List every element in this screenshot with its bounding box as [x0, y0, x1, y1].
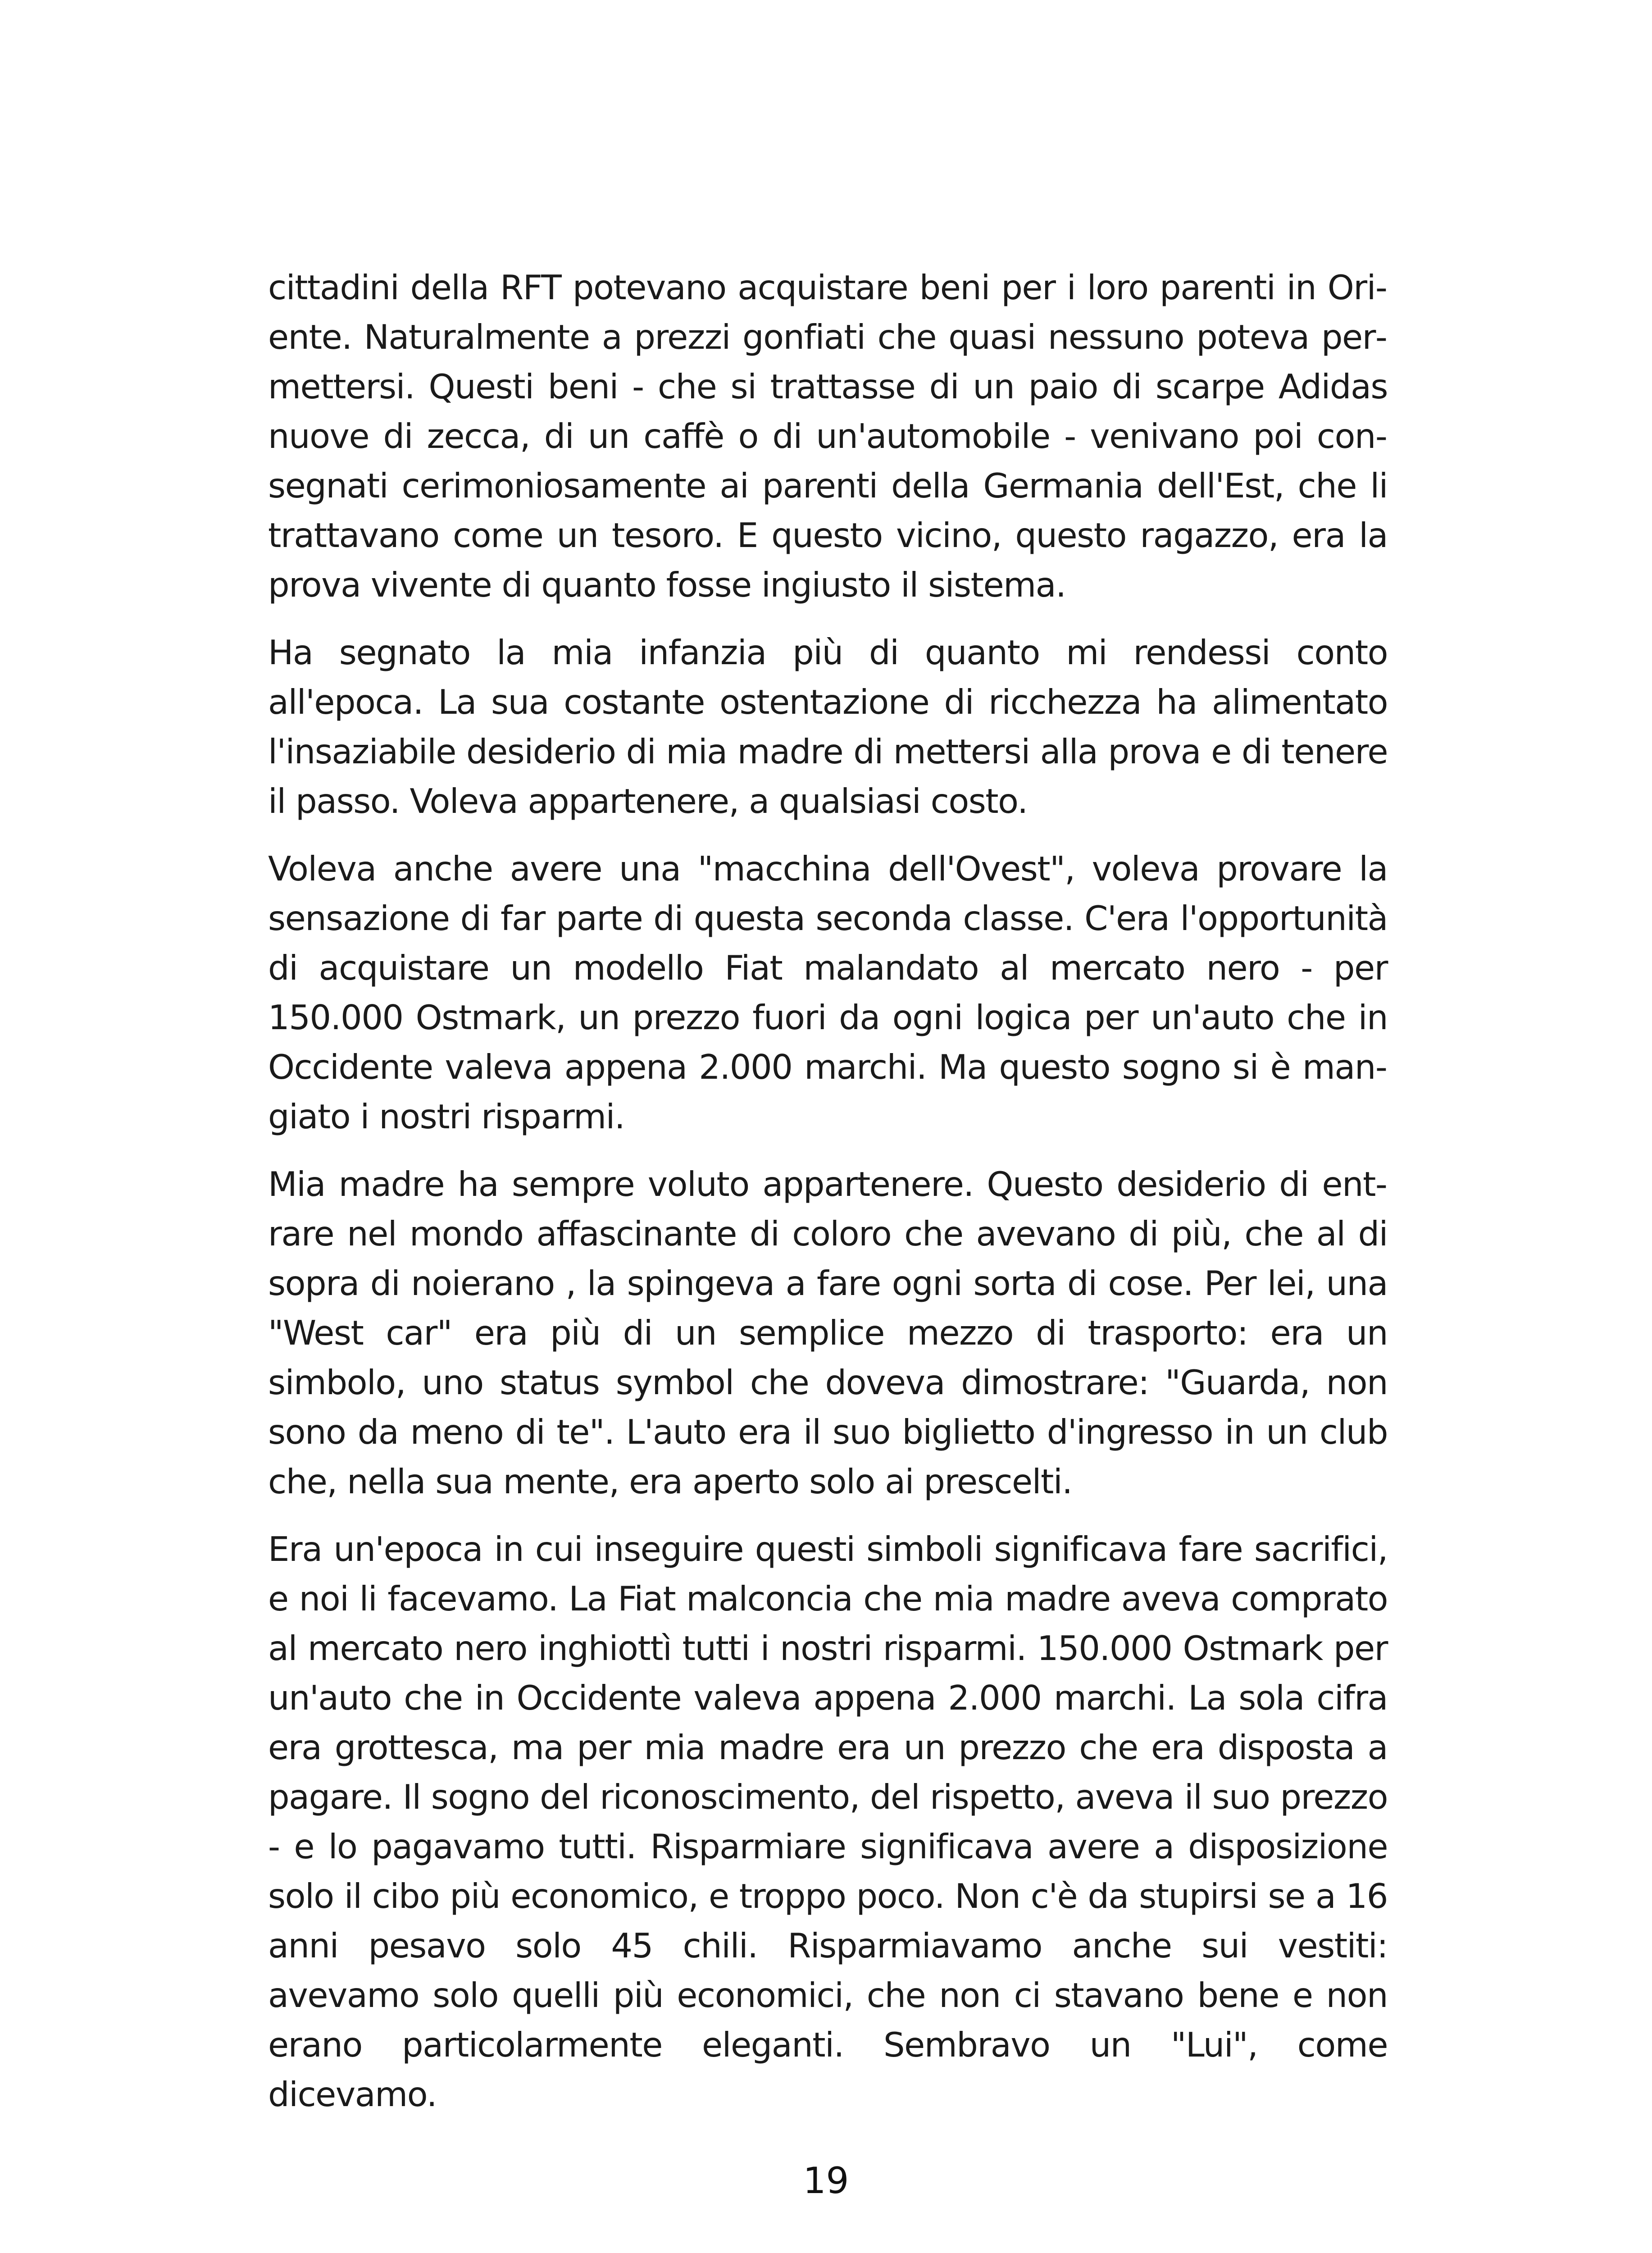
- body-text: [268, 263, 1388, 2137]
- paragraph-5: Era un'epoca in cui inseguire questi simboli significava fare sacrifici, e noi li facevamo. La Fiat malconcia che mia madre aveva comprato al mercato nero inghiottì tutti i nostri risparmi. 150.000 Ostmark per un'auto che in Occidente valeva appena 2.000 marchi. La sola cifra era grottesca, ma per mia madre era un prezzo che era disposta a pagare. Il sogno del riconoscimento, del rispetto, aveva il suo prezzo - e lo pagavamo tutti. Risparmiare significava avere a disposizione solo il cibo più economico, e troppo poco. Non c'è da stupirsi se a 16 anni pesavo solo 45 chili. Risparmiavamo anche sui vestiti: avevamo solo quelli più economici, che non ci stavano bene e non erano particolarmente eleganti. Sembravo un "Lui", come dicevamo.: [268, 1529, 1388, 2114]
- page-number: 19: [803, 2160, 849, 2202]
- paragraph-4: Mia madre ha sempre voluto appartenere. Questo desiderio di entrare nel mondo affascinante di coloro che avevano di più, che al di sopra di noierano , la spingeva a fare ogni sorta di cose. Per lei, una "West car" era più di un semplice mezzo di trasporto: era un simbolo, uno status symbol che doveva dimostrare: "Guarda, non sono da meno di te". L'auto era il suo biglietto d'ingresso in un club che, nella sua mente, era aperto solo ai prescelti.: [268, 1164, 1388, 1501]
- paragraph-2: Ha segnato la mia infanzia più di quanto mi rendessi conto all'epoca. La sua costante ostentazione di ricchezza ha alimentato l'insaziabile desiderio di mia madre di mettersi alla prova e di tenere il passo. Voleva appartenere, a qualsiasi costo.: [268, 633, 1388, 821]
- paragraph-3: Voleva anche avere una "macchina dell'Ovest", voleva provare la sensazione di far parte di questa seconda classe. C'era l'opportunità di acquistare un modello Fiat malandato al mercato nero - per 150.000 Ostmark, un prezzo fuori da ogni logica per un'auto che in Occidente valeva appena 2.000 marchi. Ma questo sogno si è mangiato i nostri risparmi.: [268, 849, 1388, 1136]
- paragraph-1: cittadini della RFT potevano acquistare beni per i loro parenti in Oriente. Naturalmente a prezzi gonfiati che quasi nessuno poteva permettersi. Questi beni - che si trattasse di un paio di scarpe Adidas nuove di zecca, di un caffè o di un'automobile - venivano poi consegnati cerimoniosamente ai parenti della Germania dell'Est, che li trattavano come un tesoro. E questo vicino, questo ragazzo, era la prova vivente di quanto fosse ingiusto il sistema.: [268, 268, 1388, 605]
